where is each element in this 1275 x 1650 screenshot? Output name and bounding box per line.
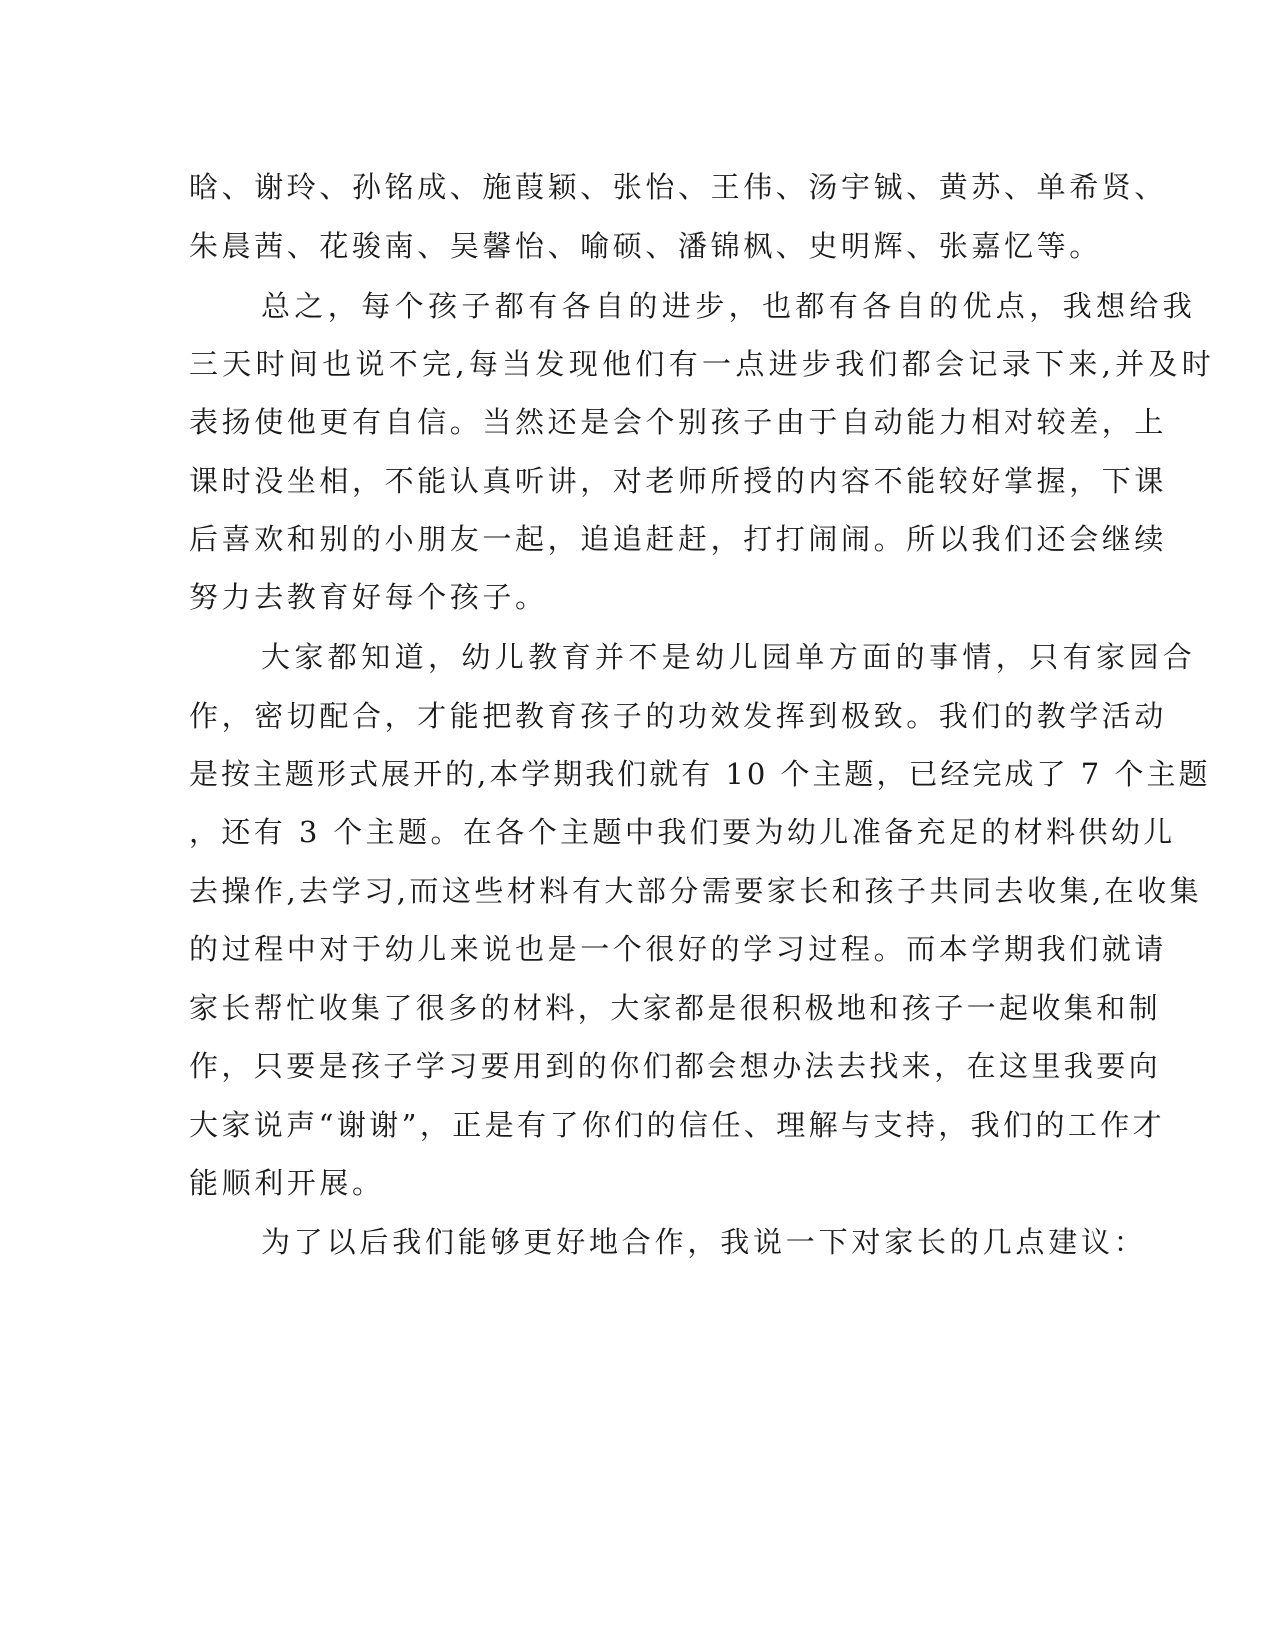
text-line: 的过程中对于幼儿来说也是一个很好的学习过程。而本学期我们就请: [189, 932, 1168, 966]
text-line: 后喜欢和别的小朋友一起，追追赶赶，打打闹闹。所以我们还会继续: [189, 522, 1168, 556]
text-line: 晗、谢玲、孙铭成、施葭颖、张怡、王伟、汤宇铖、黄苏、单希贤、: [189, 170, 1168, 204]
text-line: 大家说声“谢谢”，正是有了你们的信任、理解与支持，我们的工作才: [189, 1108, 1166, 1142]
text-line: 三天时间也说不完,每当发现他们有一点进步我们都会记录下来,并及时: [189, 347, 1216, 381]
text-line: 能顺利开展。: [189, 1166, 385, 1200]
text-line: 课时没坐相，不能认真听讲，对老师所授的内容不能较好掌握，下课: [189, 464, 1168, 498]
text-line: 作，只要是孩子学习要用到的你们都会想办法去找来，在这里我要向: [189, 1049, 1162, 1083]
text-line: 努力去教育好每个孩子。: [189, 580, 548, 614]
text-line: 朱晨茜、花骏南、吴馨怡、喻硕、潘锦枫、史明辉、张嘉忆等。: [189, 229, 1102, 263]
text-line: 家长帮忙收集了很多的材料，大家都是很积极地和孩子一起收集和制: [189, 991, 1162, 1025]
text-line: 是按主题形式展开的,本学期我们就有 10 个主题，已经完成了 7 个主题: [189, 757, 1211, 791]
text-line: 去操作,去学习,而这些材料有大部分需要家长和孩子共同去收集,在收集: [189, 874, 1203, 908]
text-line: 作，密切配合，才能把教育孩子的功效发挥到极致。我们的教学活动: [189, 699, 1168, 733]
text-line: ，还有 3 个主题。在各个主题中我们要为幼儿准备充足的材料供幼儿: [189, 815, 1176, 849]
paragraph-start-line: 大家都知道，幼儿教育并不是幼儿园单方面的事情，只有家园合: [261, 640, 1197, 674]
paragraph-start-line: 为了以后我们能够更好地合作，我说一下对家长的几点建议：: [261, 1225, 1147, 1259]
paragraph-start-line: 总之，每个孩子都有各自的进步，也都有各自的优点，我想给我: [261, 289, 1197, 323]
text-line: 表扬使他更有自信。当然还是会个别孩子由于自动能力相对较差，上: [189, 405, 1168, 439]
